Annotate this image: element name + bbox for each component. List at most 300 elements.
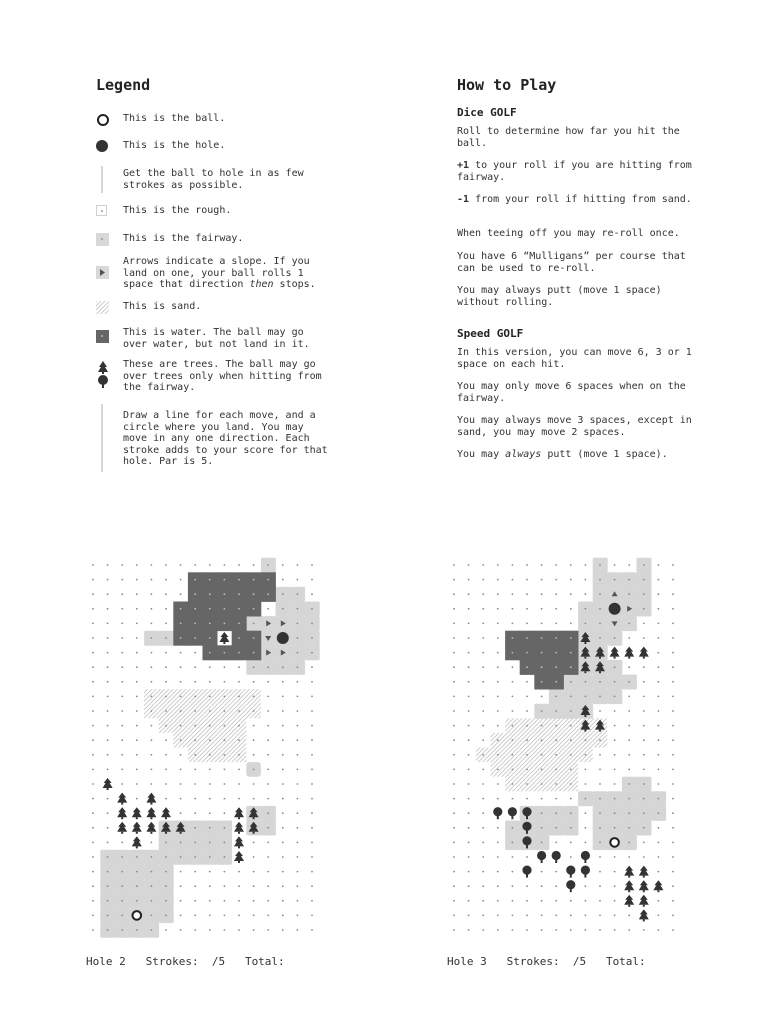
grid-dot [468,710,470,712]
grid-dot [614,885,616,887]
grid-dot [151,637,153,639]
grid-dot [107,769,109,771]
grid-dot [121,915,123,917]
grid-dot [238,769,240,771]
grid-dot [628,725,630,727]
grid-dot [643,739,645,741]
grid-dot [541,696,543,698]
grid-dot [194,900,196,902]
grid-dot [555,608,557,610]
grid-dot [165,593,167,595]
grid-dot [107,564,109,566]
grid-dot [672,769,674,771]
grid-dot [482,637,484,639]
grid-dot [253,769,255,771]
grid-dot [614,783,616,785]
grid-dot [297,769,299,771]
grid-dot [121,666,123,668]
grid-dot [453,739,455,741]
legend-slope-text: Arrows indicate a slope. If you land on one, your ball rolls 1 space that direction then stops. [123,256,316,290]
tree-icon [624,647,634,659]
hole-3-map[interactable] [447,555,687,955]
grid-dot [224,608,226,610]
grid-dot [194,564,196,566]
grid-dot [121,593,123,595]
tree-icon [566,880,575,892]
grid-dot [628,929,630,931]
grid-dot [92,681,94,683]
grid-dot [468,681,470,683]
grid-dot [643,769,645,771]
tree-icon [624,880,634,892]
grid-dot [165,915,167,917]
grid-dot [570,637,572,639]
grid-dot [121,929,123,931]
grid-dot [482,710,484,712]
grid-dot [180,637,182,639]
grid-dot [541,579,543,581]
grid-dot [453,593,455,595]
grid-dot [585,929,587,931]
grid-dot [297,915,299,917]
grid-dot [482,812,484,814]
grid-dot [453,885,455,887]
grid-dot [570,666,572,668]
grid-dot [512,725,514,727]
grid-dot [482,681,484,683]
grid-dot [180,696,182,698]
grid-dot [658,579,660,581]
grid-dot [92,739,94,741]
grid-dot [512,623,514,625]
grid-dot [614,637,616,639]
grid-dot [512,593,514,595]
grid-dot [482,783,484,785]
grid-dot [311,637,313,639]
grid-dot [585,739,587,741]
grid-dot [526,885,528,887]
grid-dot [643,827,645,829]
grid-dot [253,856,255,858]
grid-dot [151,929,153,931]
grid-dot [570,915,572,917]
grid-dot [614,710,616,712]
legend-water-text: This is water. The ball may go over water, but not land in it. [123,327,310,350]
grid-dot [282,915,284,917]
grid-dot [614,739,616,741]
grid-dot [267,666,269,668]
grid-dot [238,564,240,566]
grid-dot [151,871,153,873]
grid-dot [209,929,211,931]
how-to-play-title: How to Play [457,76,557,94]
grid-dot [497,929,499,931]
grid-dot [614,754,616,756]
grid-dot [512,608,514,610]
grid-dot [92,710,94,712]
grid-dot [468,783,470,785]
grid-dot [628,593,630,595]
grid-dot [512,754,514,756]
grid-dot [165,710,167,712]
grid-dot [541,739,543,741]
grid-dot [555,739,557,741]
tree-icon [581,851,590,863]
grid-dot [497,739,499,741]
grid-dot [672,593,674,595]
grid-dot [541,681,543,683]
grid-dot [297,666,299,668]
grid-dot [672,929,674,931]
grid-dot [658,652,660,654]
grid-dot [512,652,514,654]
grid-dot [570,900,572,902]
grid-dot [297,885,299,887]
grid-dot [468,900,470,902]
grid-dot [267,608,269,610]
grid-dot [253,652,255,654]
tree-icon [117,807,127,819]
grid-dot [468,739,470,741]
grid-dot [658,696,660,698]
grid-dot [107,593,109,595]
grid-dot [672,900,674,902]
grid-dot [297,593,299,595]
grid-dot [253,710,255,712]
grid-dot [555,725,557,727]
grid-dot [267,710,269,712]
grid-dot [224,871,226,873]
grid-dot [555,812,557,814]
grid-dot [541,769,543,771]
grid-dot [599,754,601,756]
grid-dot [658,842,660,844]
grid-dot [570,929,572,931]
grid-dot [151,564,153,566]
grid-dot [224,915,226,917]
grid-dot [238,666,240,668]
grid-dot [497,885,499,887]
grid-dot [136,871,138,873]
grid-dot [209,710,211,712]
grid-dot [643,637,645,639]
grid-dot [282,696,284,698]
grid-dot [282,710,284,712]
grid-dot [92,623,94,625]
dice-golf-title: Dice GOLF [457,106,517,119]
grid-dot [614,827,616,829]
grid-dot [599,783,601,785]
grid-dot [107,856,109,858]
grid-dot [107,871,109,873]
water-icon [96,330,109,343]
grid-dot [267,798,269,800]
sand-icon [96,301,109,314]
grid-dot [672,666,674,668]
grid-dot [570,579,572,581]
grid-dot [555,798,557,800]
grid-dot [107,652,109,654]
grid-dot [194,637,196,639]
grid-dot [453,812,455,814]
grid-dot [297,754,299,756]
grid-dot [628,681,630,683]
grid-dot [224,652,226,654]
grid-dot [643,623,645,625]
grid-dot [482,593,484,595]
grid-dot [599,681,601,683]
grid-dot [151,856,153,858]
grid-dot [92,637,94,639]
grid-dot [92,871,94,873]
grid-dot [92,652,94,654]
grid-dot [614,725,616,727]
dice-rule-6: You may always putt (move 1 space) without rolling. [457,285,662,308]
grid-dot [282,564,284,566]
grid-dot [497,769,499,771]
grid-dot [209,798,211,800]
tree-icon [624,866,634,878]
grid-dot [672,710,674,712]
grid-dot [453,915,455,917]
grid-dot [267,856,269,858]
grid-dot [238,652,240,654]
grid-dot [526,696,528,698]
grid-dot [526,856,528,858]
grid-dot [194,812,196,814]
grid-dot [541,754,543,756]
grid-dot [599,827,601,829]
dice-rule-4: When teeing off you may re-roll once. [457,228,680,239]
grid-dot [526,637,528,639]
grid-dot [107,623,109,625]
grid-dot [224,696,226,698]
grid-dot [482,739,484,741]
grid-dot [180,812,182,814]
grid-dot [180,754,182,756]
grid-dot [526,929,528,931]
divider-line [101,404,103,472]
grid-dot [555,696,557,698]
grid-dot [497,564,499,566]
grid-dot [267,754,269,756]
grid-dot [468,871,470,873]
grid-dot [468,725,470,727]
grid-dot [297,652,299,654]
grid-dot [541,623,543,625]
grid-dot [672,842,674,844]
hole-icon [96,140,108,152]
grid-dot [151,885,153,887]
grid-dot [165,900,167,902]
grid-dot [497,842,499,844]
grid-dot [194,769,196,771]
grid-dot [512,856,514,858]
grid-dot [497,652,499,654]
grid-dot [643,842,645,844]
grid-dot [526,564,528,566]
grid-dot [136,769,138,771]
grid-dot [672,725,674,727]
grid-dot [267,885,269,887]
grid-dot [151,623,153,625]
grid-dot [282,856,284,858]
fairway-icon [96,233,109,246]
grid-dot [180,652,182,654]
tree-icon [234,851,244,863]
grid-dot [297,564,299,566]
grid-dot [194,827,196,829]
grid-dot [107,812,109,814]
tree-icon [146,807,156,819]
grid-dot [224,769,226,771]
grid-dot [282,885,284,887]
grid-dot [224,798,226,800]
grid-dot [614,798,616,800]
grid-dot [570,623,572,625]
grid-dot [224,564,226,566]
grid-dot [297,608,299,610]
grid-dot [194,885,196,887]
grid-dot [599,929,601,931]
grid-dot [585,579,587,581]
grid-dot [165,608,167,610]
grid-dot [658,900,660,902]
grid-dot [482,579,484,581]
grid-dot [224,827,226,829]
grid-dot [224,579,226,581]
legend-hole-text: This is the hole. [123,140,226,151]
grid-dot [570,710,572,712]
grid-dot [311,900,313,902]
grid-dot [570,696,572,698]
grid-dot [194,798,196,800]
grid-dot [121,885,123,887]
grid-dot [238,579,240,581]
grid-dot [555,564,557,566]
tree-icon [161,807,171,819]
grid-dot [585,769,587,771]
grid-dot [311,666,313,668]
tree-icon [639,647,649,659]
grid-dot [180,593,182,595]
grid-dot [92,827,94,829]
grid-dot [136,681,138,683]
grid-dot [297,900,299,902]
grid-dot [224,812,226,814]
grid-dot [180,885,182,887]
grid-dot [555,900,557,902]
grid-dot [209,739,211,741]
grid-dot [151,593,153,595]
grid-dot [628,710,630,712]
grid-dot [643,681,645,683]
grid-dot [121,856,123,858]
grid-dot [253,900,255,902]
grid-dot [599,856,601,858]
grid-dot [151,608,153,610]
grid-dot [468,652,470,654]
legend-fairway-text: This is the fairway. [123,233,244,244]
grid-dot [468,579,470,581]
grid-dot [512,564,514,566]
grid-dot [238,783,240,785]
grid-dot [297,725,299,727]
tree-icon [624,895,634,907]
grid-dot [482,754,484,756]
grid-dot [555,754,557,756]
grid-dot [658,769,660,771]
grid-dot [297,798,299,800]
grid-dot [482,769,484,771]
grid-dot [180,608,182,610]
grid-dot [585,827,587,829]
grid-dot [209,696,211,698]
grid-dot [497,681,499,683]
hole-2-map[interactable] [86,555,326,955]
grid-dot [628,915,630,917]
tree-icon [639,909,649,921]
grid-dot [628,856,630,858]
grid-dot [585,623,587,625]
grid-dot [599,871,601,873]
grid-dot [107,710,109,712]
grid-dot [541,798,543,800]
grid-dot [165,871,167,873]
ball-icon [610,838,619,847]
grid-dot [165,681,167,683]
grid-dot [453,929,455,931]
grid-dot [628,564,630,566]
grid-dot [585,798,587,800]
grid-dot [585,696,587,698]
grid-dot [453,827,455,829]
grid-dot [253,666,255,668]
grid-dot [453,564,455,566]
grid-dot [614,812,616,814]
grid-dot [570,856,572,858]
grid-dot [151,842,153,844]
grid-dot [282,593,284,595]
grid-dot [311,842,313,844]
grid-dot [585,885,587,887]
grid-dot [282,769,284,771]
grid-dot [165,637,167,639]
grid-dot [453,637,455,639]
grid-dot [311,827,313,829]
grid-dot [165,798,167,800]
grid-dot [643,929,645,931]
grid-dot [311,608,313,610]
grid-dot [614,856,616,858]
grid-dot [672,798,674,800]
grid-dot [121,608,123,610]
grid-dot [468,798,470,800]
tree-icon [146,793,156,805]
grid-dot [643,783,645,785]
grid-dot [672,856,674,858]
grid-dot [209,769,211,771]
grid-dot [267,842,269,844]
grid-dot [643,754,645,756]
grid-dot [541,710,543,712]
grid-dot [311,739,313,741]
grid-dot [570,842,572,844]
tree-icon [234,822,244,834]
grid-dot [136,637,138,639]
grid-dot [570,812,572,814]
grid-dot [541,652,543,654]
